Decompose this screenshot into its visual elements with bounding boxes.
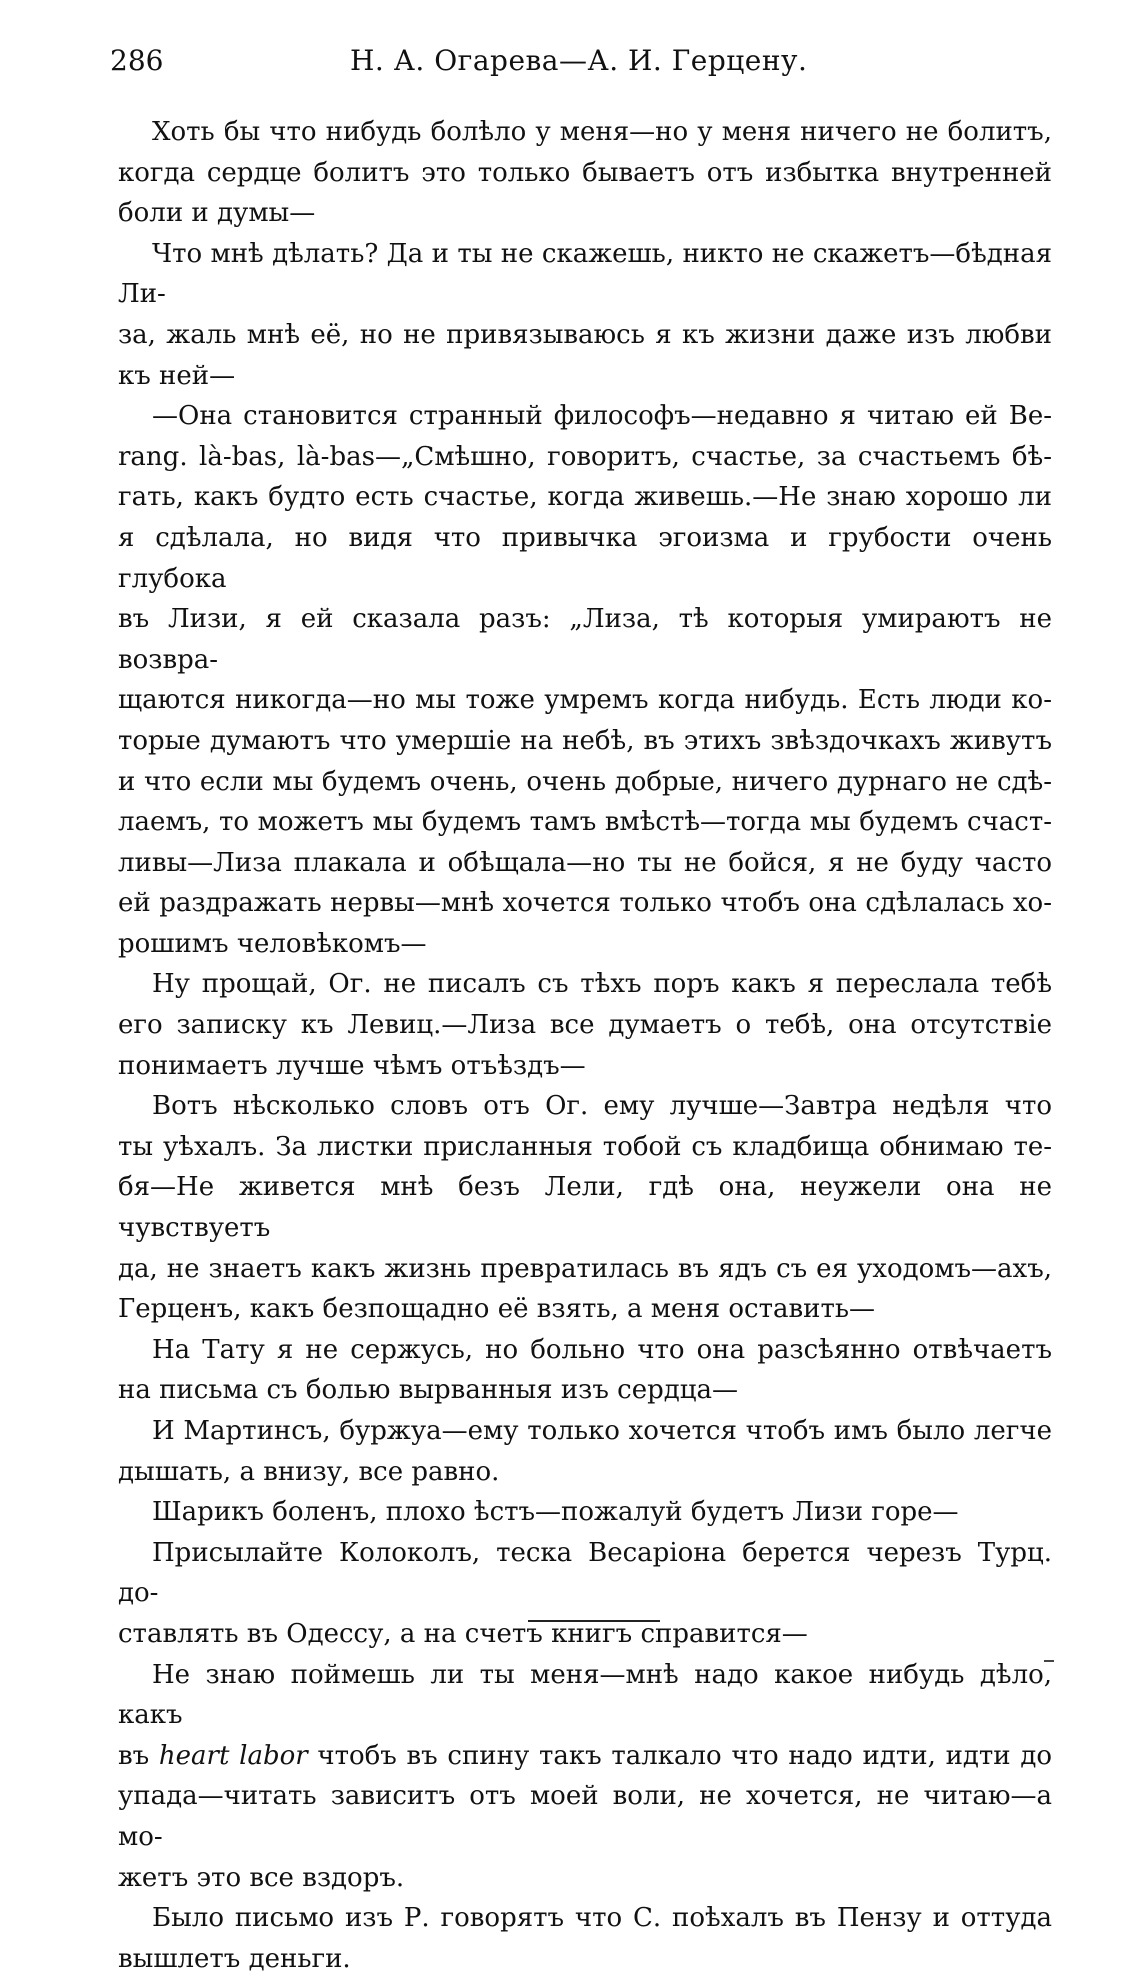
text-line: жетъ это все вздоръ. xyxy=(118,1862,405,1893)
text-line: бя—Не живется мнѣ безъ Лели, гдѣ она, неужели она не чувствуетъ xyxy=(118,1172,1052,1244)
paragraph xyxy=(118,1655,1052,1899)
text-line: ей раздражать нервы—мнѣ хочется только чтобъ она сдѣлалась хо- xyxy=(118,888,1052,919)
text-line: боли и думы— xyxy=(118,198,316,229)
text-line: его записку къ Левиц.—Лиза все думаетъ о тебѣ, она отсутствіе xyxy=(118,1010,1052,1041)
text-line: Не знаю поймешь ли ты меня—мнѣ надо какое нибудь дѣло, какъ xyxy=(118,1659,1052,1731)
text-line: на письма съ болью вырванныя изъ сердца— xyxy=(118,1375,738,1406)
paragraph xyxy=(118,964,1052,1086)
text-line: Герценъ, какъ безпощадно её взять, а меня оставить— xyxy=(118,1294,875,1325)
text-line: гать, какъ будто есть счастье, когда живешь.—Не знаю хорошо ли xyxy=(118,482,1052,513)
text-line: дышать, а внизу, все равно. xyxy=(118,1456,500,1487)
paragraph xyxy=(118,1330,1052,1411)
text-line: за, жаль мнѣ её, но не привязываюсь я къ жизни даже изъ любви къ ней— xyxy=(118,319,1052,391)
page-header xyxy=(110,44,1050,84)
text-line: ливы—Лиза плакала и обѣщала—но ты не бойся, я не буду часто xyxy=(118,847,1052,878)
page-number: 286 xyxy=(110,44,164,77)
paragraph xyxy=(118,1411,1052,1492)
text-line: и что если мы будемъ очень, очень добрые, ничего дурнаго не сдѣ- xyxy=(118,766,1052,797)
paragraph xyxy=(118,1086,1052,1330)
text-line: лаемъ, то можетъ мы будемъ тамъ вмѣстѣ—тогда мы будемъ счаст- xyxy=(118,807,1052,838)
text-line: въ Лизи, я ей сказала разъ: „Лиза, тѣ которыя умираютъ не возвра- xyxy=(118,604,1052,675)
text-line: ставлять въ Одессу, а на счетъ книгъ справится— xyxy=(118,1618,808,1649)
text-line: я сдѣлала, но видя что привычка эгоизма и грубости очень глубока xyxy=(118,522,1052,594)
text-line: Присылайте Колоколъ, теска Весаріона берется черезъ Турц. до- xyxy=(118,1537,1052,1609)
text-line: когда сердце болитъ это только бываетъ отъ избытка внутренней xyxy=(118,157,1052,188)
running-title: Н. А. Огарева—А. И. Герцену. xyxy=(350,44,808,77)
text-line: рошимъ человѣкомъ— xyxy=(118,928,427,959)
text-line: щаются никогда—но мы тоже умремъ когда нибудь. Есть люди ко- xyxy=(118,685,1052,716)
paragraph xyxy=(118,1533,1052,1655)
text-line: Вотъ нѣсколько словъ отъ Ог. ему лучше—Завтра недѣля что xyxy=(152,1091,1052,1122)
text-line: Хоть бы что нибудь болѣло у меня—но у меня ничего не болитъ, xyxy=(152,117,1052,147)
paragraph xyxy=(118,1492,1052,1533)
text-line: И Мартинсъ, буржуа—ему только хочется чтобъ имъ было легче xyxy=(152,1416,1052,1446)
end-rule xyxy=(528,1620,660,1622)
paragraph xyxy=(118,1898,1052,1979)
text-line: въ heart labor чтобъ въ спину такъ талкало что надо идти, идти до xyxy=(118,1740,1052,1771)
text-line: да, не знаетъ какъ жизнь превратилась въ ядъ съ ея уходомъ—ахъ, xyxy=(118,1253,1052,1284)
text-line: понимаетъ лучше чѣмъ отъѣздъ— xyxy=(118,1050,586,1081)
text-line: упада—читать зависитъ отъ моей воли, не хочется, не читаю—а мо- xyxy=(118,1781,1052,1852)
paragraph xyxy=(118,112,1052,234)
text-line: rang. là-bas, là-bas—„Смѣшно, говоритъ, счастье, за счастьемъ бѣ- xyxy=(118,441,1052,472)
text-line: Было письмо изъ Р. говорятъ что С. поѣхалъ въ Пензу и оттуда xyxy=(152,1903,1052,1934)
text-line: Что мнѣ дѣлать? Да и ты не скажешь, никто не скажетъ—бѣдная Ли- xyxy=(118,238,1052,310)
text-line: вышлетъ деньги. xyxy=(118,1943,351,1974)
margin-mark xyxy=(1044,1660,1054,1662)
paragraph xyxy=(118,396,1052,964)
text-line: На Тату я не сержусь, но больно что она разсѣянно отвѣчаетъ xyxy=(152,1334,1052,1365)
letter-text xyxy=(118,112,1052,1979)
italic-phrase: heart labor xyxy=(158,1740,308,1771)
text-line: Ну прощай, Ог. не писалъ съ тѣхъ поръ какъ я переслала тебѣ xyxy=(152,969,1052,1000)
text-line: Шарикъ боленъ, плохо ѣстъ—пожалуй будетъ Лизи горе— xyxy=(152,1497,959,1528)
text-line: торые думаютъ что умершіе на небѣ, въ этихъ звѣздочкахъ живутъ xyxy=(118,725,1052,756)
text-line: ты уѣхалъ. За листки присланныя тобой съ кладбища обнимаю те- xyxy=(118,1131,1052,1162)
paragraph xyxy=(118,234,1052,396)
text-line: —Она становится странный философъ—недавно я читаю ей Be- xyxy=(152,401,1052,432)
